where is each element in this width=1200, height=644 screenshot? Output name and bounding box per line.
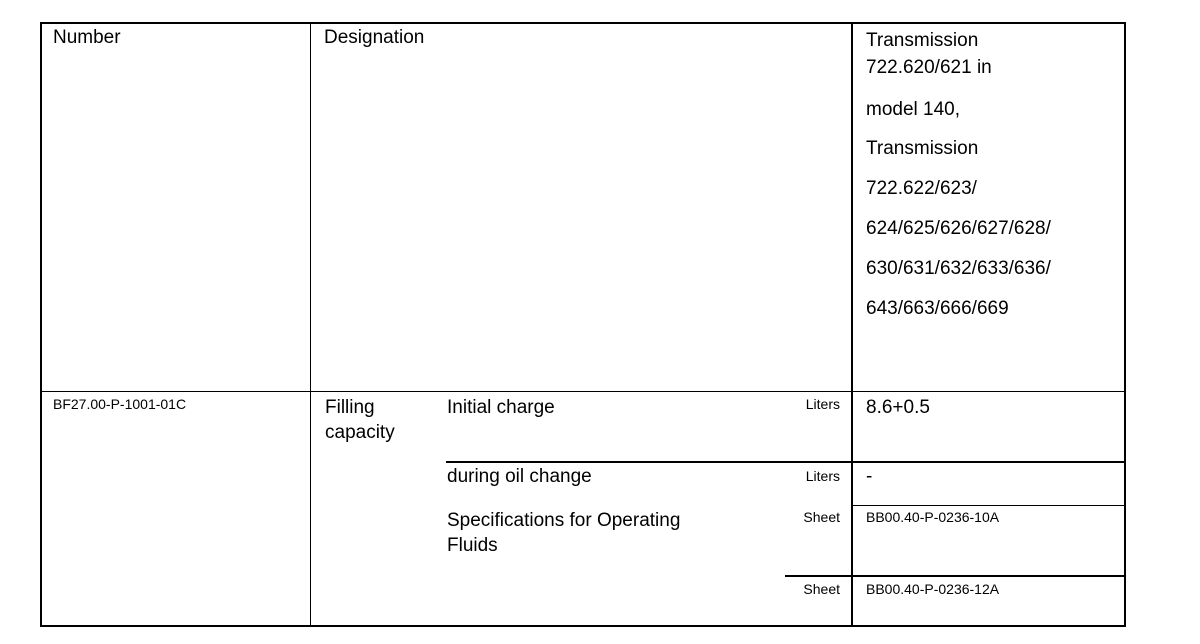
item-value-sheet-2: BB00.40-P-0236-12A	[866, 581, 1000, 597]
table-border-bottom	[40, 625, 1126, 627]
item-value-specifications: BB00.40-P-0236-10A	[866, 509, 1000, 525]
header-number: Number	[53, 27, 121, 48]
item-label-specifications-line-1: Specifications for Operating	[447, 510, 681, 531]
transmission-line-3: model 140,	[866, 99, 961, 120]
table-border-left	[40, 22, 42, 627]
table-border-right	[1124, 22, 1126, 627]
item-unit-initial-charge: Liters	[805, 396, 840, 412]
row-divider-value-1	[851, 505, 1126, 506]
row-divider-header	[40, 391, 1126, 392]
item-label-initial-charge: Initial charge	[447, 397, 555, 418]
transmission-line-2: 722.620/621 in	[866, 57, 992, 78]
transmission-line-8: 643/663/666/669	[866, 298, 1009, 319]
column-divider-value	[851, 22, 853, 627]
row-number: BF27.00-P-1001-01C	[53, 396, 187, 412]
table-border-top	[40, 22, 1126, 24]
item-label-specifications-line-2: Fluids	[447, 535, 498, 556]
item-label-oil-change: during oil change	[447, 466, 592, 487]
column-divider-1	[310, 22, 311, 627]
group-label-line-2: capacity	[325, 422, 395, 443]
item-unit-oil-change: Liters	[805, 468, 840, 484]
group-label-line-1: Filling	[325, 397, 375, 418]
header-designation: Designation	[324, 27, 425, 48]
item-value-initial-charge: 8.6+0.5	[866, 397, 930, 418]
item-unit-specifications: Sheet	[803, 509, 840, 525]
item-unit-sheet-2: Sheet	[803, 581, 840, 597]
row-divider-specifications	[785, 575, 1126, 577]
transmission-line-6: 624/625/626/627/628/	[866, 218, 1051, 239]
transmission-line-7: 630/631/632/633/636/	[866, 258, 1051, 279]
transmission-line-1: Transmission	[866, 30, 979, 51]
transmission-line-4: Transmission	[866, 138, 979, 159]
item-value-oil-change: -	[866, 466, 873, 487]
transmission-line-5: 722.622/623/	[866, 178, 977, 199]
row-divider-initial-charge	[446, 461, 1126, 463]
